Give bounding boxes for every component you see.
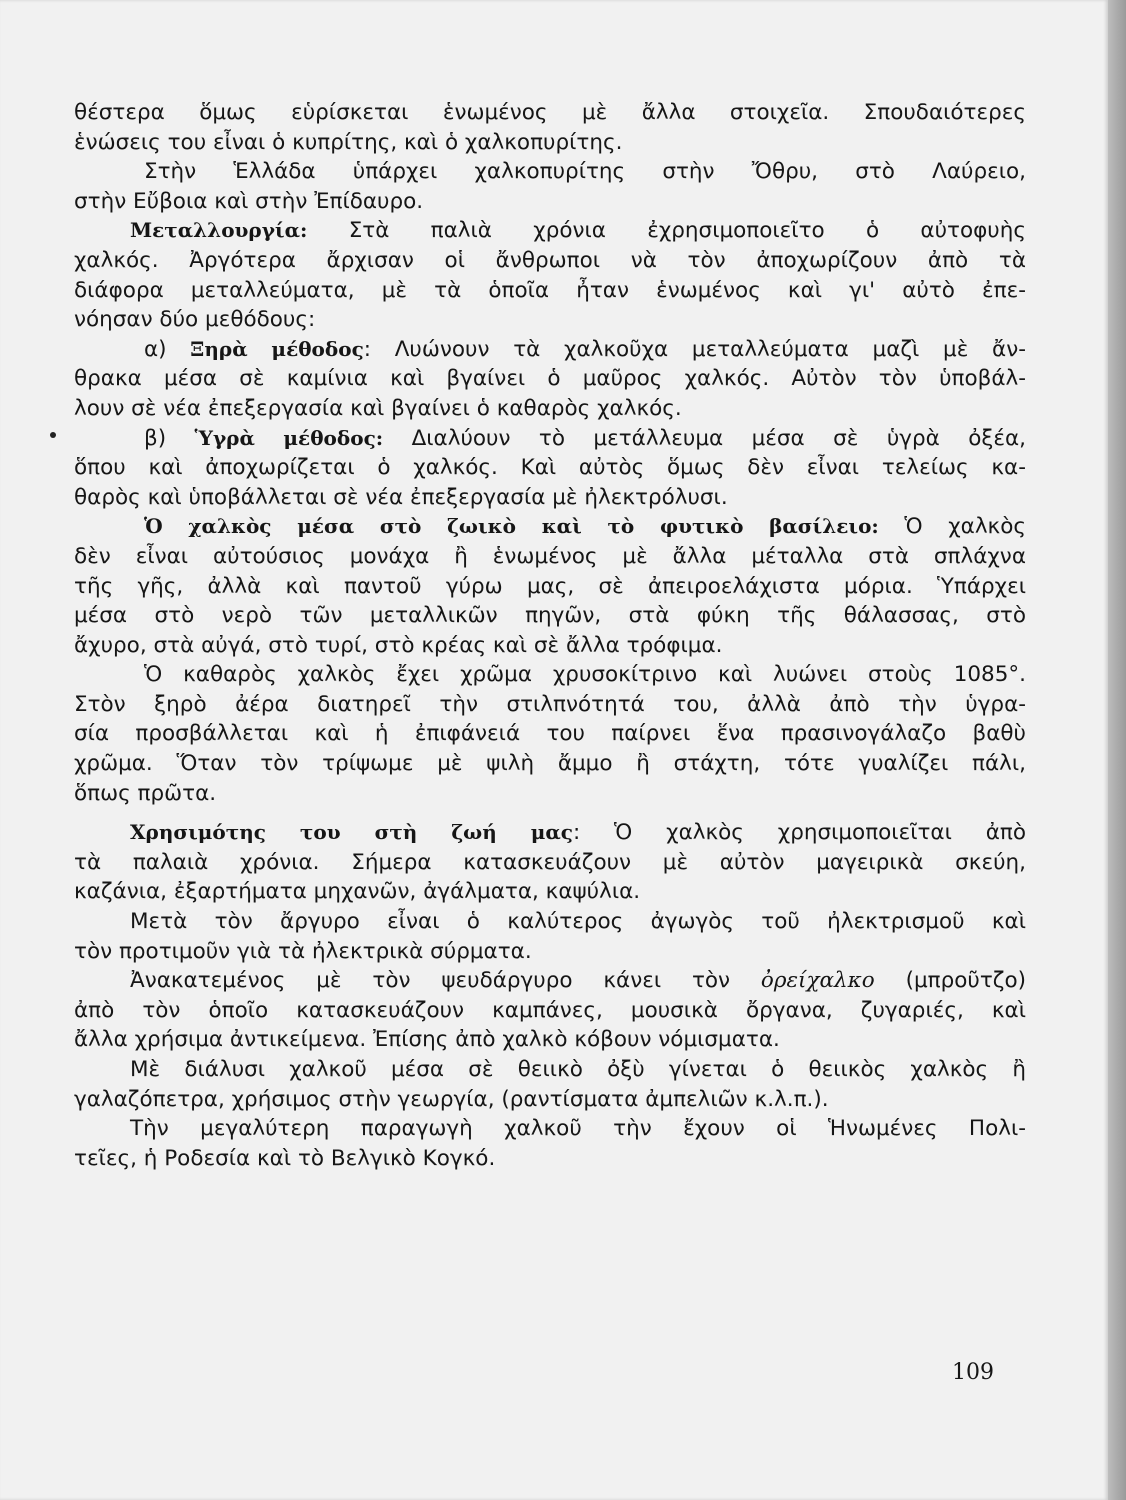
text-line: μέσα στὸ νερὸ τῶν μεταλλικῶν πηγῶν, στὰ φύκη τῆς θάλασσας, στὸ	[74, 603, 1026, 629]
text-line: λουν σὲ νέα ἐπεξεργασία καὶ βγαίνει ὁ καθαρὸς χαλκός.	[74, 395, 682, 421]
section-heading: Ὁ χαλκὸς μέσα στὸ ζωικὸ καὶ τὸ φυτικὸ βασίλειο:	[144, 514, 879, 539]
text-span: Στὰ παλιὰ χρόνια ἐχρησιμοποιεῖτο ὁ αὐτοφυὴς	[348, 218, 1026, 244]
page-body	[74, 98, 1026, 1173]
paragraph-gap	[74, 808, 1026, 818]
text-line: διάφορα μεταλλεύματα, μὲ τὰ ὁποῖα ἦταν ἑνωμένος καὶ γι' αὐτὸ ἐπε-	[74, 277, 1026, 303]
paragraph-wet-method	[74, 424, 1026, 454]
paragraph-metallurgy	[74, 216, 1026, 246]
text-line: γαλαζόπετρα, χρήσιμος στὴν γεωργία, (ραντίσματα ἀμπελιῶν κ.λ.π.).	[74, 1086, 829, 1112]
text-line: Μὲ διάλυσι χαλκοῦ μέσα σὲ θειικὸ ὀξὺ γίνεται ὁ θειικὸς χαλκὸς ἢ	[130, 1057, 1026, 1082]
text-line: Τὴν μεγαλύτερη παραγωγὴ χαλκοῦ τὴν ἔχουν οἱ Ἡνωμένες Πολι-	[130, 1116, 1026, 1142]
paragraph-brass	[74, 966, 1026, 996]
text-line: θέστερα ὅμως εὑρίσκεται ἑνωμένος μὲ ἄλλα στοιχεῖα. Σπουδαιότερες	[74, 100, 1026, 125]
text-line: νόησαν δύο μεθόδους:	[74, 307, 316, 333]
text-line: ἀπὸ τὸν ὁποῖο κατασκευάζουν καμπάνες, μουσικὰ ὄργανα, ζυγαριές, καὶ	[74, 997, 1026, 1023]
text-line: τεῖες, ἡ Ροδεσία καὶ τὸ Βελγικὸ Κογκό.	[74, 1145, 496, 1171]
text-span: Ὁ χαλκὸς	[904, 514, 1026, 540]
text-line: θαρὸς καὶ ὑποβάλλεται σὲ νέα ἐπεξεργασία μὲ ἠλεκτρόλυσι.	[74, 484, 728, 510]
text-span: : Λυώνουν τὰ χαλκοῦχα μεταλλεύματα μαζὶ μὲ ἄν-	[363, 336, 1026, 362]
text-line: Μετὰ τὸν ἄργυρο εἶναι ὁ καλύτερος ἀγωγὸς τοῦ ἠλεκτρισμοῦ καὶ	[130, 909, 1026, 935]
text-line: χαλκός. Ἀργότερα ἄρχισαν οἱ ἄνθρωποι νὰ τὸν ἀποχωρίζουν ἀπὸ τὰ	[74, 247, 1026, 273]
text-line: ὅπου καὶ ἀποχωρίζεται ὁ χαλκός. Καὶ αὐτὸς ὅμως δὲν εἶναι τελείως κα-	[74, 455, 1026, 481]
list-marker: β)	[144, 425, 167, 451]
text-line: σία προσβάλλεται καὶ ἡ ἐπιφάνειά του παίρνει ἕνα πρασινογάλαζο βαθὺ	[74, 721, 1026, 747]
text-line: ἄλλα χρήσιμα ἀντικείμενα. Ἐπίσης ἀπὸ χαλκὸ κόβουν νόμισματα.	[74, 1027, 780, 1053]
text-line: Στὴν Ἑλλάδα ὑπάρχει χαλκοπυρίτης στὴν Ὄθρυ, στὸ Λαύρειο,	[144, 159, 1026, 185]
text-line: ἑνώσεις του εἶναι ὁ κυπρίτης, καὶ ὁ χαλκοπυρίτης.	[74, 129, 623, 155]
list-marker: α)	[144, 336, 167, 362]
paragraph-usefulness	[74, 818, 1026, 848]
section-heading: Μεταλλουργία:	[130, 218, 308, 243]
section-heading: Ξηρὰ μέθοδος	[190, 336, 364, 361]
text-line: Ὁ καθαρὸς χαλκὸς ἔχει χρῶμα χρυσοκίτρινο καὶ λυώνει στοὺς 1085°.	[144, 662, 1026, 688]
text-line: ὅπως πρῶτα.	[74, 780, 217, 806]
text-line: χρῶμα. Ὅταν τὸν τρίψωμε μὲ ψιλὴ ἄμμο ἢ στάχτη, τότε γυαλίζει πάλι,	[74, 751, 1026, 777]
page-edge	[1108, 0, 1126, 1500]
section-heading: Ὑγρὰ μέθοδος:	[194, 425, 384, 450]
text-line: δὲν εἶναι αὐτούσιος μονάχα ἢ ἑνωμένος μὲ ἄλλα μέταλλα στὰ σπλάχνα	[74, 543, 1026, 569]
text-line: τῆς γῆς, ἀλλὰ καὶ παντοῦ γύρω μας, σὲ ἀπειροελάχιστα μόρια. Ὑπάρχει	[74, 573, 1026, 599]
text-line: τὸν προτιμοῦν γιὰ τὰ ἠλεκτρικὰ σύρματα.	[74, 938, 532, 964]
text-line: καζάνια, ἐξαρτήματα μηχανῶν, ἀγάλματα, καψύλια.	[74, 879, 641, 905]
text-span: Διαλύουν τὸ μετάλλευμα μέσα σὲ ὑγρὰ ὀξέα,	[411, 425, 1026, 451]
page-number: 109	[952, 1360, 994, 1385]
text-line: ἄχυρο, στὰ αὐγά, στὸ τυρί, στὸ κρέας καὶ σὲ ἄλλα τρόφιμα.	[74, 632, 723, 658]
text-line: στὴν Εὔβοια καὶ στὴν Ἐπίδαυρο.	[74, 188, 424, 214]
text-span: (μπροῦτζο)	[905, 968, 1026, 994]
text-line: θρακα μέσα σὲ καμίνια καὶ βγαίνει ὁ μαῦρος χαλκός. Αὐτὸν τὸν ὑποβάλ-	[74, 366, 1026, 392]
text-line: τὰ παλαιὰ χρόνια. Σήμερα κατασκευάζουν μὲ αὐτὸν μαγειρικὰ σκεύη,	[74, 849, 1026, 875]
italic-term: ὀρείχαλκο	[760, 968, 875, 994]
section-heading: Χρησιμότης του στὴ ζωή μας	[130, 820, 573, 845]
text-span: Ἀνακατεμένος μὲ τὸν ψευδάργυρο κάνει τὸν	[130, 968, 731, 994]
paragraph-dry-method	[74, 335, 1026, 365]
margin-dot-icon	[50, 432, 56, 438]
text-span: : Ὁ χαλκὸς χρησιμοποιεῖται ἀπὸ	[572, 820, 1026, 846]
text-line: Στὸν ξηρὸ ἀέρα διατηρεῖ τὴν στιλπνότητά του, ἀλλὰ ἀπὸ τὴν ὑγρα-	[74, 691, 1026, 717]
paragraph-kingdom	[74, 512, 1026, 542]
